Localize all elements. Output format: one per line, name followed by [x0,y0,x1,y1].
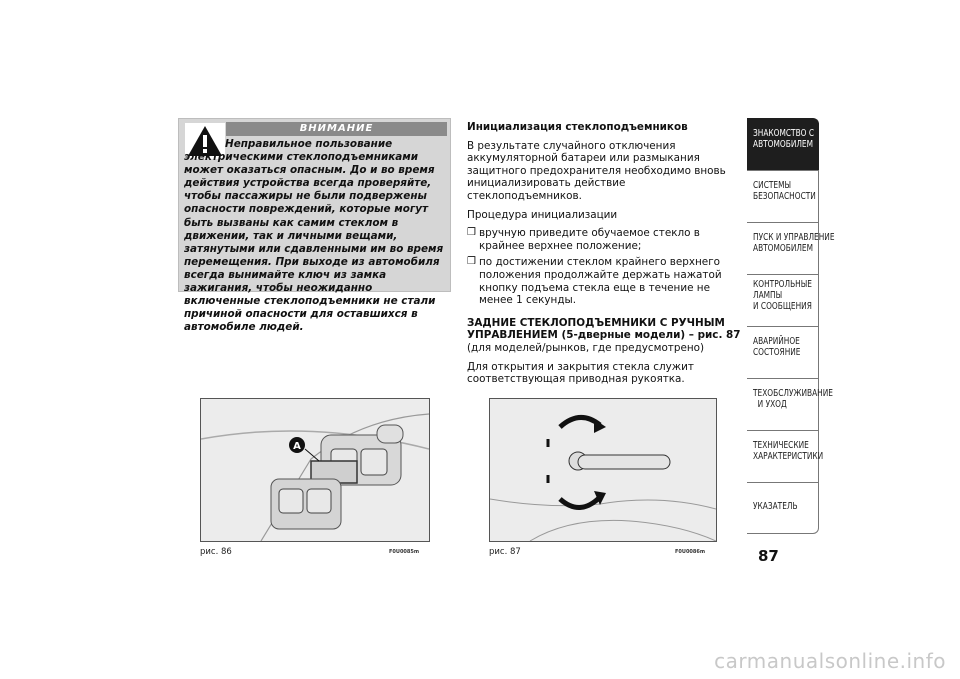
figure-86-code: F0U0085m [389,549,420,555]
tab-emergency[interactable]: АВАРИЙНОЕ СОСТОЯНИЕ [747,326,819,378]
main-text-column [467,121,743,392]
figure-87-caption: рис. 87 [489,547,521,557]
page-number: 87 [758,547,779,565]
tab-introduction[interactable]: ЗНАКОМСТВО С АВТОМОБИЛЕМ [747,118,819,170]
tab-maintenance[interactable]: ТЕХОБСЛУЖИВАНИЕ И УХОД [747,378,819,430]
paragraph-intro: В результате случайного отключения аккумуляторной батареи или размыкания защитного предохранителя необходимо вновь инициализировать действие стеклоподъемников. [467,139,726,202]
heading-rear-windows-line1: ЗАДНИЕ СТЕКЛОПОДЪЕМНИКИ С РУЧНЫМ [467,316,725,329]
section-tabs [747,118,835,534]
figure-marker-a: A [293,441,301,452]
paragraph-handle: Для открытия и закрытия стекла служит соответствующая приводная рукоятка. [467,360,694,386]
warning-text: Неправильное пользование электрическими стеклоподъемниками может оказаться опасным. До и во время действия устройства всегда проверяйте, чтобы пассажиры не были подвержены опасности повреждений, которые могут быть вызваны как самим стеклом в движении, так и личными вещами, затянутыми или сдавленными им во время перемещения. При выходе из автомобиля всегда вынимайте ключ из замка зажигания, чтобы неожиданно включенные стеклоподъемники не стали причиной опасности для оставшихся в автомобиле людей. [184,138,444,334]
figure-86-image [200,398,430,542]
list-item-text: по достижении стеклом крайнего верхнего положения продолжайте держать нажатой кнопку подъема стекла еще в течение не менее 1 секунды. [479,256,722,307]
warning-box [178,118,451,334]
heading-rear-windows-line2: УПРАВЛЕНИЕМ (5-дверные модели) – рис. 87 [467,329,741,342]
warning-title: ВНИМАНИЕ [226,122,447,136]
list-item-text: вручную приведите обучаемое стекло в крайнее верхнее положение; [479,227,700,252]
footer-watermark: carmanualsonline.info [714,649,946,673]
paragraph-procedure: Процедура инициализации [467,208,618,221]
list-item [467,256,743,306]
window-switch-panel-illustration [201,399,429,541]
checkbox-bullet-icon: ❒ [467,256,476,268]
checkbox-bullet-icon: ❒ [467,227,476,239]
tab-technical-specs[interactable]: ТЕХНИЧЕСКИЕ ХАРАКТЕРИСТИКИ [747,430,819,482]
figure-86-caption: рис. 86 [200,547,232,557]
heading-initialization: Инициализация стеклоподъемников [467,121,688,133]
paragraph-note: (для моделей/рынков, где предусмотрено) [467,341,705,354]
tab-starting-driving[interactable]: ПУСК И УПРАВЛЕНИЕ АВТОМОБИЛЕМ [747,222,819,274]
tab-warning-lights[interactable]: КОНТРОЛЬНЫЕ ЛАМПЫ И СООБЩЕНИЯ [747,274,819,326]
list-item [467,227,743,252]
manual-window-handle-illustration [490,399,716,541]
tab-index[interactable]: УКАЗАТЕЛЬ [747,482,819,534]
figure-87-code: F0U0086m [675,549,706,555]
figure-87-image [489,398,717,542]
tab-safety[interactable]: СИСТЕМЫ БЕЗОПАСНОСТИ [747,170,819,222]
